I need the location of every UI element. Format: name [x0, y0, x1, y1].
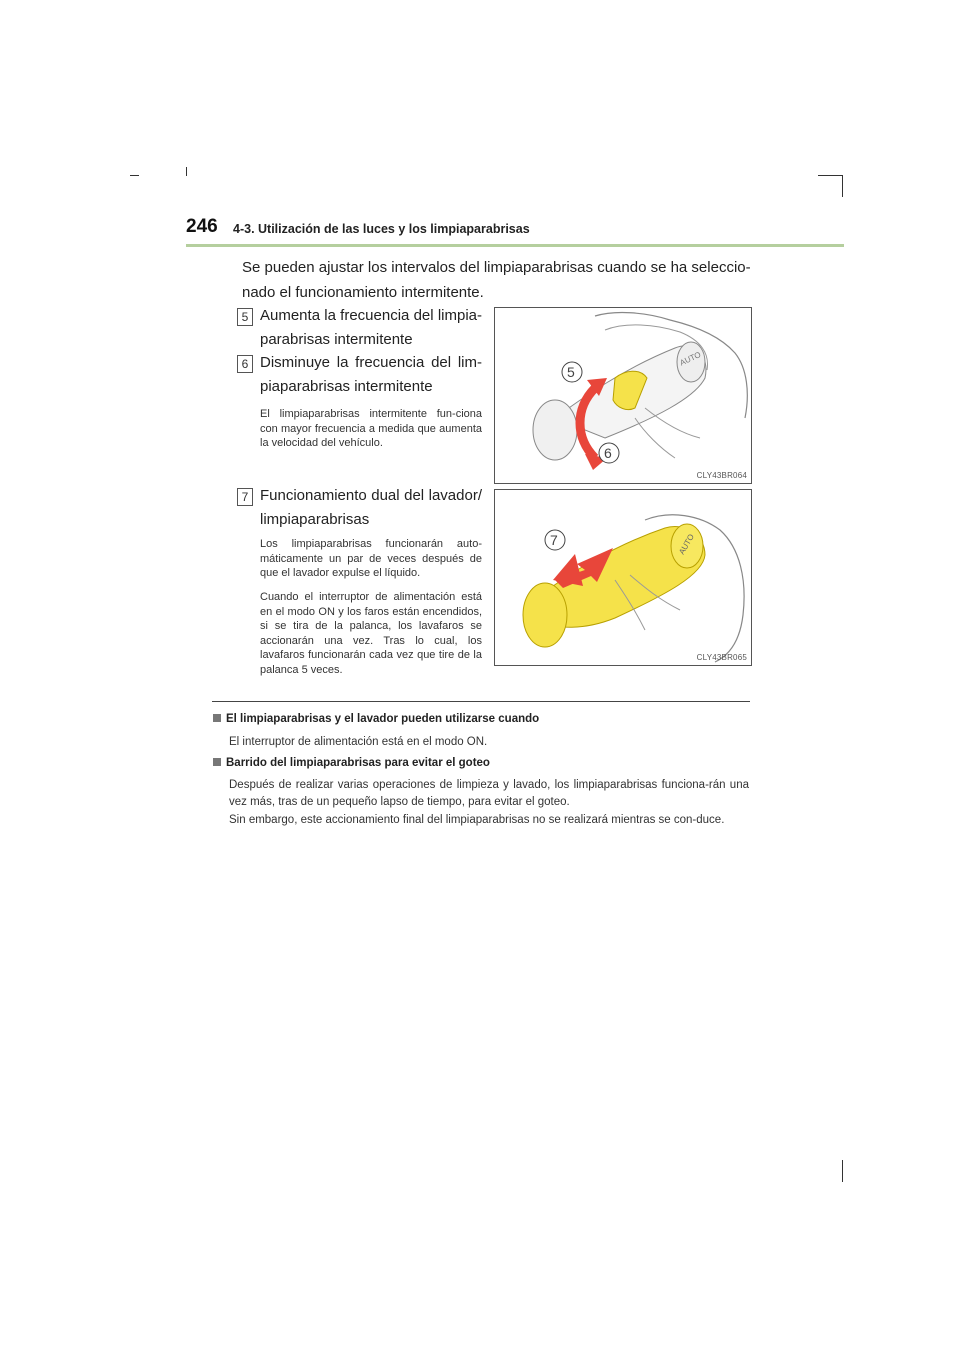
- bullet-heading-text: El limpiaparabrisas y el lavador pueden utilizarse cuando: [226, 713, 540, 725]
- item-title: Aumenta la frecuencia del limpia-parabrisas intermitente: [260, 307, 482, 348]
- bullet-paragraph: Sin embargo, este accionamiento final del limpiaparabrisas no se realizará mientras se con-duce.: [229, 814, 725, 826]
- item-title: Disminuye la frecuencia del lim-piaparabrisas intermitente: [260, 354, 482, 395]
- crop-mark: [130, 175, 139, 176]
- item-number-badge: 7: [237, 488, 253, 506]
- wiper-lever-illustration: [495, 308, 751, 483]
- item-note: Los limpiaparabrisas funcionarán auto-máticamente un par de veces después de que el lavador expulse el líquido.: [260, 538, 482, 579]
- figure-wiper-frequency: [494, 307, 752, 484]
- lever-auto-label: AUTO: [678, 350, 703, 368]
- page-number: 246: [186, 216, 218, 237]
- square-bullet-icon: [213, 758, 221, 766]
- washer-lever-illustration: [495, 490, 751, 665]
- intro-paragraph: Se pueden ajustar los intervalos del limpiaparabrisas cuando se ha seleccio-nado el funcionamiento intermitente.: [242, 259, 751, 301]
- bullet-heading-text: Barrido del limpiaparabrisas para evitar el goteo: [226, 757, 490, 769]
- callout-number: 7: [550, 532, 558, 548]
- figure-washer-dual: [494, 489, 752, 666]
- square-bullet-icon: [213, 714, 221, 722]
- item-title: Funcionamiento dual del lavador/ limpiaparabrisas: [260, 487, 482, 528]
- crop-mark: [842, 1160, 843, 1182]
- callout-number: 5: [567, 364, 575, 380]
- figure-code: CLY43BR064: [696, 471, 747, 480]
- item-number-badge: 5: [237, 308, 253, 326]
- bullet-paragraph: Después de realizar varias operaciones de limpieza y lavado, los limpiaparabrisas funciona-rán una vez más, tras de un pequeño lapso de tiempo, para evitar el goteo.: [229, 779, 749, 808]
- section-divider: [212, 701, 750, 702]
- section-title: 4-3. Utilización de las luces y los limpiaparabrisas: [233, 222, 530, 236]
- crop-mark: [186, 167, 187, 176]
- crop-mark: [818, 175, 843, 176]
- item-number-badge: 6: [237, 355, 253, 373]
- bullet-heading: [213, 713, 539, 725]
- bullet-heading: [213, 757, 490, 769]
- header-divider: [186, 244, 844, 247]
- item-note: El limpiaparabrisas intermitente fun-ciona con mayor frecuencia a medida que aumenta la velocidad del vehículo.: [260, 408, 482, 449]
- item-note: Cuando el interruptor de alimentación está en el modo ON y los faros están encendidos, si se tira de la palanca, los lavafaros se accionarán una vez. Tras lo cual, los lavafaros funcionarán cada vez que tire de la palanca 5 veces.: [260, 591, 482, 676]
- figure-code: CLY43BR065: [696, 653, 747, 662]
- lever-auto-label: AUTO: [677, 532, 697, 557]
- bullet-paragraph: El interruptor de alimentación está en el modo ON.: [229, 736, 488, 748]
- callout-number: 6: [604, 445, 612, 461]
- crop-mark: [842, 175, 843, 197]
